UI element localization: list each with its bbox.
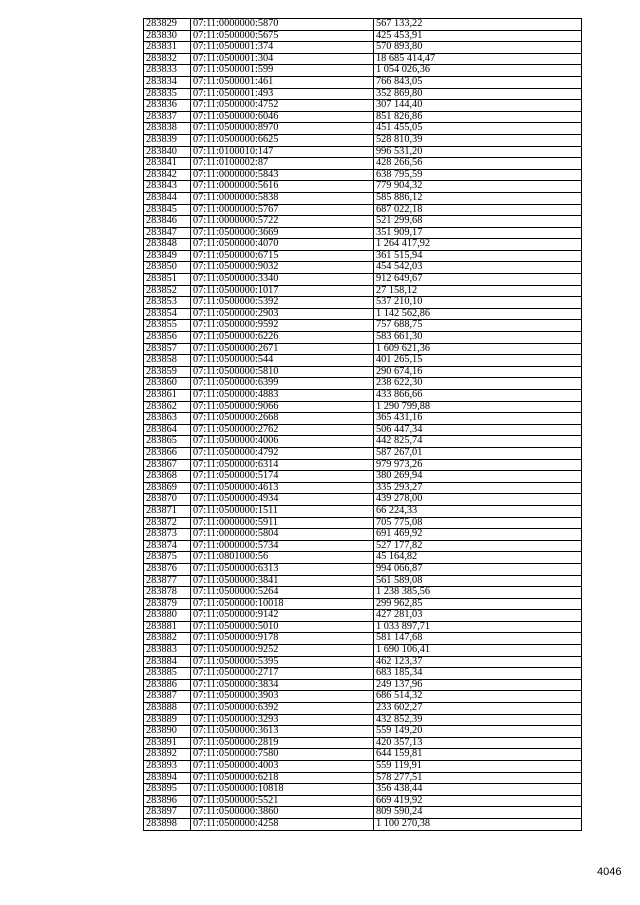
table-row	[144, 714, 582, 726]
row-id-cell: 283888	[144, 703, 191, 715]
row-id-cell: 283866	[144, 447, 191, 459]
cadastral-number-cell: 07:11:0500001:493	[191, 88, 374, 100]
value-cell: 351 909,17	[374, 227, 582, 239]
value-cell: 669 419,92	[374, 795, 582, 807]
row-id-cell: 283872	[144, 517, 191, 529]
value-cell: 451 455,05	[374, 123, 582, 135]
value-cell: 521 299,68	[374, 216, 582, 228]
value-cell: 559 119,91	[374, 761, 582, 773]
table-row	[144, 575, 582, 587]
row-id-cell: 283869	[144, 482, 191, 494]
cadastral-number-cell: 07:11:0500001:304	[191, 53, 374, 65]
row-id-cell: 283831	[144, 42, 191, 54]
cadastral-number-cell: 07:11:0500000:4752	[191, 100, 374, 112]
row-id-cell: 283881	[144, 621, 191, 633]
row-id-cell: 283830	[144, 30, 191, 42]
table-row	[144, 784, 582, 796]
table-row	[144, 134, 582, 146]
cadastral-number-cell: 07:11:0500000:2668	[191, 413, 374, 425]
cadastral-number-cell: 07:11:0500000:4792	[191, 447, 374, 459]
value-cell: 567 133,22	[374, 19, 582, 31]
row-id-cell: 283891	[144, 737, 191, 749]
value-cell: 912 649,67	[374, 274, 582, 286]
value-cell: 352 869,80	[374, 88, 582, 100]
row-id-cell: 283898	[144, 818, 191, 830]
row-id-cell: 283857	[144, 343, 191, 355]
cadastral-number-cell: 07:11:0500000:9142	[191, 610, 374, 622]
row-id-cell: 283852	[144, 285, 191, 297]
row-id-cell: 283895	[144, 784, 191, 796]
row-id-cell: 283885	[144, 668, 191, 680]
value-cell: 506 447,34	[374, 424, 582, 436]
value-cell: 766 843,05	[374, 76, 582, 88]
value-cell: 420 357,13	[374, 737, 582, 749]
value-cell: 66 224,33	[374, 505, 582, 517]
row-id-cell: 283833	[144, 65, 191, 77]
cadastral-number-cell: 07:11:0500000:4070	[191, 239, 374, 251]
row-id-cell: 283841	[144, 158, 191, 170]
value-cell: 527 177,82	[374, 540, 582, 552]
row-id-cell: 283867	[144, 459, 191, 471]
cadastral-number-cell: 07:11:0500000:2717	[191, 668, 374, 680]
row-id-cell: 283837	[144, 111, 191, 123]
table-row	[144, 436, 582, 448]
cadastral-number-cell: 07:11:0500000:3841	[191, 575, 374, 587]
value-cell: 18 685 414,47	[374, 53, 582, 65]
value-cell: 454 542,03	[374, 262, 582, 274]
row-id-cell: 283892	[144, 749, 191, 761]
row-id-cell: 283896	[144, 795, 191, 807]
cadastral-number-cell: 07:11:0500000:5521	[191, 795, 374, 807]
row-id-cell: 283875	[144, 552, 191, 564]
table-row	[144, 216, 582, 228]
value-cell: 537 210,10	[374, 297, 582, 309]
cadastral-number-cell: 07:11:0500000:6399	[191, 378, 374, 390]
cadastral-number-cell: 07:11:0500000:4613	[191, 482, 374, 494]
table-row	[144, 633, 582, 645]
row-id-cell: 283834	[144, 76, 191, 88]
value-cell: 1 238 385,56	[374, 587, 582, 599]
cadastral-number-cell: 07:11:0500000:5010	[191, 621, 374, 633]
table-row	[144, 30, 582, 42]
row-id-cell: 283848	[144, 239, 191, 251]
row-id-cell: 283877	[144, 575, 191, 587]
row-id-cell: 283842	[144, 169, 191, 181]
table-row	[144, 262, 582, 274]
table-row	[144, 447, 582, 459]
table-row	[144, 679, 582, 691]
row-id-cell: 283865	[144, 436, 191, 448]
row-id-cell: 283832	[144, 53, 191, 65]
cadastral-number-cell: 07:11:0500000:6392	[191, 703, 374, 715]
value-cell: 1 290 799,88	[374, 401, 582, 413]
row-id-cell: 283845	[144, 204, 191, 216]
cadastral-number-cell: 07:11:0100002:87	[191, 158, 374, 170]
cadastral-number-cell: 07:11:0500000:5264	[191, 587, 374, 599]
value-cell: 1 054 026,36	[374, 65, 582, 77]
table-row	[144, 239, 582, 251]
cadastral-number-cell: 07:11:0500000:2762	[191, 424, 374, 436]
table-row	[144, 378, 582, 390]
value-cell: 851 826,86	[374, 111, 582, 123]
row-id-cell: 283859	[144, 366, 191, 378]
table-row	[144, 482, 582, 494]
table-row	[144, 250, 582, 262]
row-id-cell: 283878	[144, 587, 191, 599]
value-cell: 686 514,32	[374, 691, 582, 703]
row-id-cell: 283844	[144, 192, 191, 204]
cadastral-number-cell: 07:11:0000000:5843	[191, 169, 374, 181]
row-id-cell: 283874	[144, 540, 191, 552]
cadastral-number-cell: 07:11:0500000:4258	[191, 818, 374, 830]
row-id-cell: 283876	[144, 563, 191, 575]
cadastral-number-cell: 07:11:0500001:374	[191, 42, 374, 54]
value-cell: 462 123,37	[374, 656, 582, 668]
cadastral-number-cell: 07:11:0500000:10018	[191, 598, 374, 610]
table-row	[144, 19, 582, 31]
cadastral-number-cell: 07:11:0000000:5722	[191, 216, 374, 228]
value-cell: 307 144,40	[374, 100, 582, 112]
table-row	[144, 656, 582, 668]
table-row	[144, 76, 582, 88]
table-row	[144, 494, 582, 506]
value-cell: 996 531,20	[374, 146, 582, 158]
cadastral-number-cell: 07:11:0500000:6715	[191, 250, 374, 262]
value-cell: 365 431,16	[374, 413, 582, 425]
value-cell: 249 137,96	[374, 679, 582, 691]
value-cell: 561 589,08	[374, 575, 582, 587]
table-row	[144, 517, 582, 529]
value-cell: 442 825,74	[374, 436, 582, 448]
table-row	[144, 552, 582, 564]
cadastral-number-cell: 07:11:0500000:7580	[191, 749, 374, 761]
value-cell: 638 795,59	[374, 169, 582, 181]
cadastral-number-cell: 07:11:0000000:5804	[191, 529, 374, 541]
table-row	[144, 401, 582, 413]
row-id-cell: 283894	[144, 772, 191, 784]
table-row	[144, 169, 582, 181]
row-id-cell: 283862	[144, 401, 191, 413]
row-id-cell: 283840	[144, 146, 191, 158]
value-cell: 581 147,68	[374, 633, 582, 645]
cadastral-number-cell: 07:11:0500000:1017	[191, 285, 374, 297]
value-cell: 1 033 897,71	[374, 621, 582, 633]
cadastral-number-cell: 07:11:0000000:5911	[191, 517, 374, 529]
value-cell: 528 810,39	[374, 134, 582, 146]
cadastral-number-cell: 07:11:0000000:5734	[191, 540, 374, 552]
cadastral-number-cell: 07:11:0500000:9252	[191, 645, 374, 657]
cadastral-number-cell: 07:11:0500000:5395	[191, 656, 374, 668]
value-cell: 705 775,08	[374, 517, 582, 529]
row-id-cell: 283851	[144, 274, 191, 286]
value-cell: 45 164,82	[374, 552, 582, 564]
row-id-cell: 283846	[144, 216, 191, 228]
table-row	[144, 123, 582, 135]
value-cell: 559 149,20	[374, 726, 582, 738]
row-id-cell: 283838	[144, 123, 191, 135]
cadastral-number-cell: 07:11:0500000:4883	[191, 390, 374, 402]
value-cell: 299 962,85	[374, 598, 582, 610]
table-row	[144, 424, 582, 436]
cadastral-number-cell: 07:11:0500000:3860	[191, 807, 374, 819]
value-cell: 979 973,26	[374, 459, 582, 471]
table-row	[144, 563, 582, 575]
cadastral-number-cell: 07:11:0500000:6625	[191, 134, 374, 146]
row-id-cell: 283871	[144, 505, 191, 517]
row-id-cell: 283836	[144, 100, 191, 112]
table-row	[144, 737, 582, 749]
table-row	[144, 343, 582, 355]
value-cell: 578 277,51	[374, 772, 582, 784]
row-id-cell: 283879	[144, 598, 191, 610]
value-cell: 439 278,00	[374, 494, 582, 506]
table-row	[144, 761, 582, 773]
table-row	[144, 645, 582, 657]
row-id-cell: 283861	[144, 390, 191, 402]
value-cell: 380 269,94	[374, 471, 582, 483]
row-id-cell: 283890	[144, 726, 191, 738]
cadastral-number-cell: 07:11:0000000:5616	[191, 181, 374, 193]
value-cell: 238 622,30	[374, 378, 582, 390]
row-id-cell: 283829	[144, 19, 191, 31]
row-id-cell: 283858	[144, 355, 191, 367]
value-cell: 994 066,87	[374, 563, 582, 575]
table-row	[144, 227, 582, 239]
value-cell: 361 515,94	[374, 250, 582, 262]
table-row	[144, 587, 582, 599]
table-row	[144, 204, 582, 216]
table-row	[144, 65, 582, 77]
row-id-cell: 283839	[144, 134, 191, 146]
table-row	[144, 181, 582, 193]
value-cell: 427 281,03	[374, 610, 582, 622]
table-row	[144, 505, 582, 517]
value-cell: 683 185,34	[374, 668, 582, 680]
table-row	[144, 42, 582, 54]
table-row	[144, 459, 582, 471]
cadastral-number-cell: 07:11:0000000:5870	[191, 19, 374, 31]
cadastral-number-cell: 07:11:0500000:3669	[191, 227, 374, 239]
table-body	[144, 19, 582, 831]
row-id-cell: 283854	[144, 308, 191, 320]
value-cell: 1 264 417,92	[374, 239, 582, 251]
cadastral-number-cell: 07:11:0500000:1511	[191, 505, 374, 517]
cadastral-number-cell: 07:11:0801000:56	[191, 552, 374, 564]
value-cell: 691 469,92	[374, 529, 582, 541]
table-row	[144, 691, 582, 703]
table-row	[144, 540, 582, 552]
row-id-cell: 283863	[144, 413, 191, 425]
table-row	[144, 308, 582, 320]
cadastral-number-cell: 07:11:0500000:8970	[191, 123, 374, 135]
row-id-cell: 283897	[144, 807, 191, 819]
cadastral-number-cell: 07:11:0500000:6314	[191, 459, 374, 471]
table-row	[144, 274, 582, 286]
cadastral-number-cell: 07:11:0500000:4934	[191, 494, 374, 506]
cadastral-number-cell: 07:11:0500001:599	[191, 65, 374, 77]
row-id-cell: 283873	[144, 529, 191, 541]
table-row	[144, 668, 582, 680]
value-cell: 401 265,15	[374, 355, 582, 367]
table-row	[144, 332, 582, 344]
table-row	[144, 192, 582, 204]
cadastral-number-cell: 07:11:0100010:147	[191, 146, 374, 158]
cadastral-number-cell: 07:11:0500000:3340	[191, 274, 374, 286]
row-id-cell: 283889	[144, 714, 191, 726]
value-cell: 687 022,18	[374, 204, 582, 216]
value-cell: 335 293,27	[374, 482, 582, 494]
cadastral-number-cell: 07:11:0500000:3293	[191, 714, 374, 726]
table-row	[144, 703, 582, 715]
page-number: 4046	[597, 866, 622, 878]
table-row	[144, 366, 582, 378]
table-row	[144, 297, 582, 309]
table-row	[144, 53, 582, 65]
value-cell: 432 852,39	[374, 714, 582, 726]
cadastral-number-cell: 07:11:0500000:6218	[191, 772, 374, 784]
value-cell: 433 866,66	[374, 390, 582, 402]
cadastral-number-cell: 07:11:0500000:10818	[191, 784, 374, 796]
table-row	[144, 749, 582, 761]
cadastral-number-cell: 07:11:0500000:2819	[191, 737, 374, 749]
table-row	[144, 610, 582, 622]
value-cell: 233 602,27	[374, 703, 582, 715]
cadastral-number-cell: 07:11:0500000:2671	[191, 343, 374, 355]
value-cell: 1 690 106,41	[374, 645, 582, 657]
data-table	[143, 18, 582, 831]
cadastral-number-cell: 07:11:0500000:9178	[191, 633, 374, 645]
row-id-cell: 283893	[144, 761, 191, 773]
row-id-cell: 283887	[144, 691, 191, 703]
value-cell: 1 142 562,86	[374, 308, 582, 320]
row-id-cell: 283884	[144, 656, 191, 668]
table-row	[144, 146, 582, 158]
cadastral-number-cell: 07:11:0500000:6226	[191, 332, 374, 344]
cadastral-number-cell: 07:11:0500001:461	[191, 76, 374, 88]
cadastral-number-cell: 07:11:0500000:2903	[191, 308, 374, 320]
value-cell: 1 609 621,36	[374, 343, 582, 355]
cadastral-number-cell: 07:11:0500000:5675	[191, 30, 374, 42]
row-id-cell: 283886	[144, 679, 191, 691]
value-cell: 779 904,32	[374, 181, 582, 193]
table-row	[144, 100, 582, 112]
cadastral-number-cell: 07:11:0500000:544	[191, 355, 374, 367]
cadastral-number-cell: 07:11:0500000:9592	[191, 320, 374, 332]
table-row	[144, 621, 582, 633]
table-row	[144, 598, 582, 610]
row-id-cell: 283849	[144, 250, 191, 262]
table-row	[144, 529, 582, 541]
table-row	[144, 471, 582, 483]
row-id-cell: 283850	[144, 262, 191, 274]
row-id-cell: 283882	[144, 633, 191, 645]
table-row	[144, 772, 582, 784]
value-cell: 644 159,81	[374, 749, 582, 761]
cadastral-number-cell: 07:11:0500000:9066	[191, 401, 374, 413]
table-row	[144, 320, 582, 332]
row-id-cell: 283855	[144, 320, 191, 332]
cadastral-number-cell: 07:11:0500000:9032	[191, 262, 374, 274]
row-id-cell: 283835	[144, 88, 191, 100]
row-id-cell: 283870	[144, 494, 191, 506]
cadastral-number-cell: 07:11:0500000:5810	[191, 366, 374, 378]
cadastral-number-cell: 07:11:0500000:6313	[191, 563, 374, 575]
value-cell: 585 886,12	[374, 192, 582, 204]
value-cell: 290 674,16	[374, 366, 582, 378]
cadastral-number-cell: 07:11:0500000:4006	[191, 436, 374, 448]
cadastral-number-cell: 07:11:0500000:3903	[191, 691, 374, 703]
cadastral-number-cell: 07:11:0500000:4003	[191, 761, 374, 773]
value-cell: 27 158,12	[374, 285, 582, 297]
cadastral-number-cell: 07:11:0500000:3834	[191, 679, 374, 691]
cadastral-number-cell: 07:11:0500000:6046	[191, 111, 374, 123]
value-cell: 809 590,24	[374, 807, 582, 819]
cadastral-number-cell: 07:11:0500000:5174	[191, 471, 374, 483]
value-cell: 583 661,30	[374, 332, 582, 344]
row-id-cell: 283853	[144, 297, 191, 309]
value-cell: 587 267,01	[374, 447, 582, 459]
table-row	[144, 726, 582, 738]
table-row	[144, 111, 582, 123]
row-id-cell: 283868	[144, 471, 191, 483]
value-cell: 356 438,44	[374, 784, 582, 796]
row-id-cell: 283880	[144, 610, 191, 622]
table-row	[144, 818, 582, 830]
row-id-cell: 283860	[144, 378, 191, 390]
row-id-cell: 283856	[144, 332, 191, 344]
table-row	[144, 355, 582, 367]
table-row	[144, 88, 582, 100]
row-id-cell: 283843	[144, 181, 191, 193]
table-row	[144, 158, 582, 170]
table-row	[144, 807, 582, 819]
cadastral-number-cell: 07:11:0500000:5392	[191, 297, 374, 309]
table-row	[144, 390, 582, 402]
row-id-cell: 283883	[144, 645, 191, 657]
row-id-cell: 283864	[144, 424, 191, 436]
row-id-cell: 283847	[144, 227, 191, 239]
cadastral-number-cell: 07:11:0000000:5838	[191, 192, 374, 204]
value-cell: 425 453,91	[374, 30, 582, 42]
cadastral-number-cell: 07:11:0000000:5767	[191, 204, 374, 216]
table-row	[144, 413, 582, 425]
table-row	[144, 795, 582, 807]
value-cell: 428 266,56	[374, 158, 582, 170]
value-cell: 570 893,80	[374, 42, 582, 54]
table-row	[144, 285, 582, 297]
cadastral-number-cell: 07:11:0500000:3613	[191, 726, 374, 738]
value-cell: 757 688,75	[374, 320, 582, 332]
value-cell: 1 100 270,38	[374, 818, 582, 830]
